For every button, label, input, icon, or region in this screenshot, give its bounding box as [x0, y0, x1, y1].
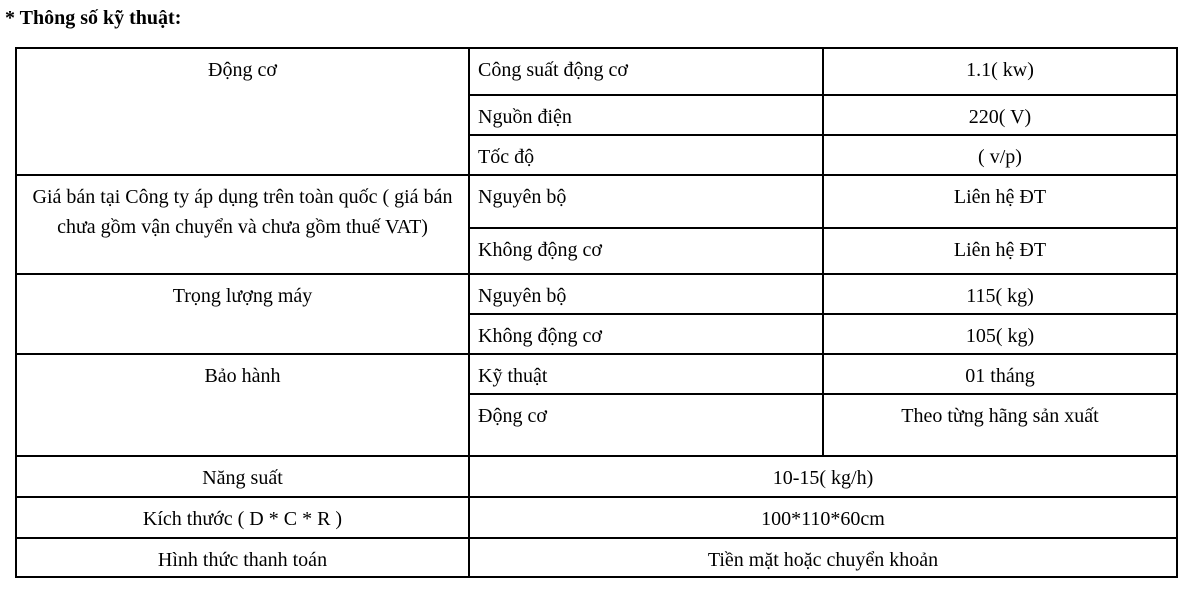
weight-full-label: Nguyên bộ	[469, 274, 823, 314]
warranty-tech-label: Kỹ thuật	[469, 354, 823, 394]
speed-value: ( v/p)	[823, 135, 1177, 175]
warranty-engine-value: Theo từng hãng sản xuất	[823, 394, 1177, 456]
table-row	[16, 175, 1177, 228]
engine-power-value: 1.1( kw)	[823, 48, 1177, 95]
price-group-cell: Giá bán tại Công ty áp dụng trên toàn quốc ( giá bán chưa gồm vận chuyển và chưa gồm thuế VAT)	[16, 175, 469, 274]
table-row	[16, 538, 1177, 577]
weight-full-value: 115( kg)	[823, 274, 1177, 314]
price-full-value: Liên hệ ĐT	[823, 175, 1177, 228]
engine-group-cell: Động cơ	[16, 48, 469, 175]
weight-no-engine-label: Không động cơ	[469, 314, 823, 354]
weight-group-cell: Trọng lượng máy	[16, 274, 469, 354]
price-no-engine-label: Không động cơ	[469, 228, 823, 274]
warranty-tech-value: 01 tháng	[823, 354, 1177, 394]
weight-no-engine-value: 105( kg)	[823, 314, 1177, 354]
size-label: Kích thước ( D * C * R )	[16, 497, 469, 538]
warranty-group-cell: Bảo hành	[16, 354, 469, 456]
speed-label: Tốc độ	[469, 135, 823, 175]
power-source-label: Nguồn điện	[469, 95, 823, 135]
section-heading: * Thông số kỹ thuật:	[5, 7, 182, 29]
warranty-engine-label: Động cơ	[469, 394, 823, 456]
capacity-label: Năng suất	[16, 456, 469, 497]
spec-table	[15, 47, 1178, 578]
payment-value: Tiền mặt hoặc chuyển khoản	[469, 538, 1177, 577]
price-no-engine-value: Liên hệ ĐT	[823, 228, 1177, 274]
table-row	[16, 274, 1177, 314]
table-row	[16, 497, 1177, 538]
capacity-value: 10-15( kg/h)	[469, 456, 1177, 497]
size-value: 100*110*60cm	[469, 497, 1177, 538]
engine-power-label: Công suất động cơ	[469, 48, 823, 95]
power-source-value: 220( V)	[823, 95, 1177, 135]
table-row	[16, 354, 1177, 394]
payment-label: Hình thức thanh toán	[16, 538, 469, 577]
price-full-label: Nguyên bộ	[469, 175, 823, 228]
table-row	[16, 456, 1177, 497]
table-row	[16, 48, 1177, 95]
